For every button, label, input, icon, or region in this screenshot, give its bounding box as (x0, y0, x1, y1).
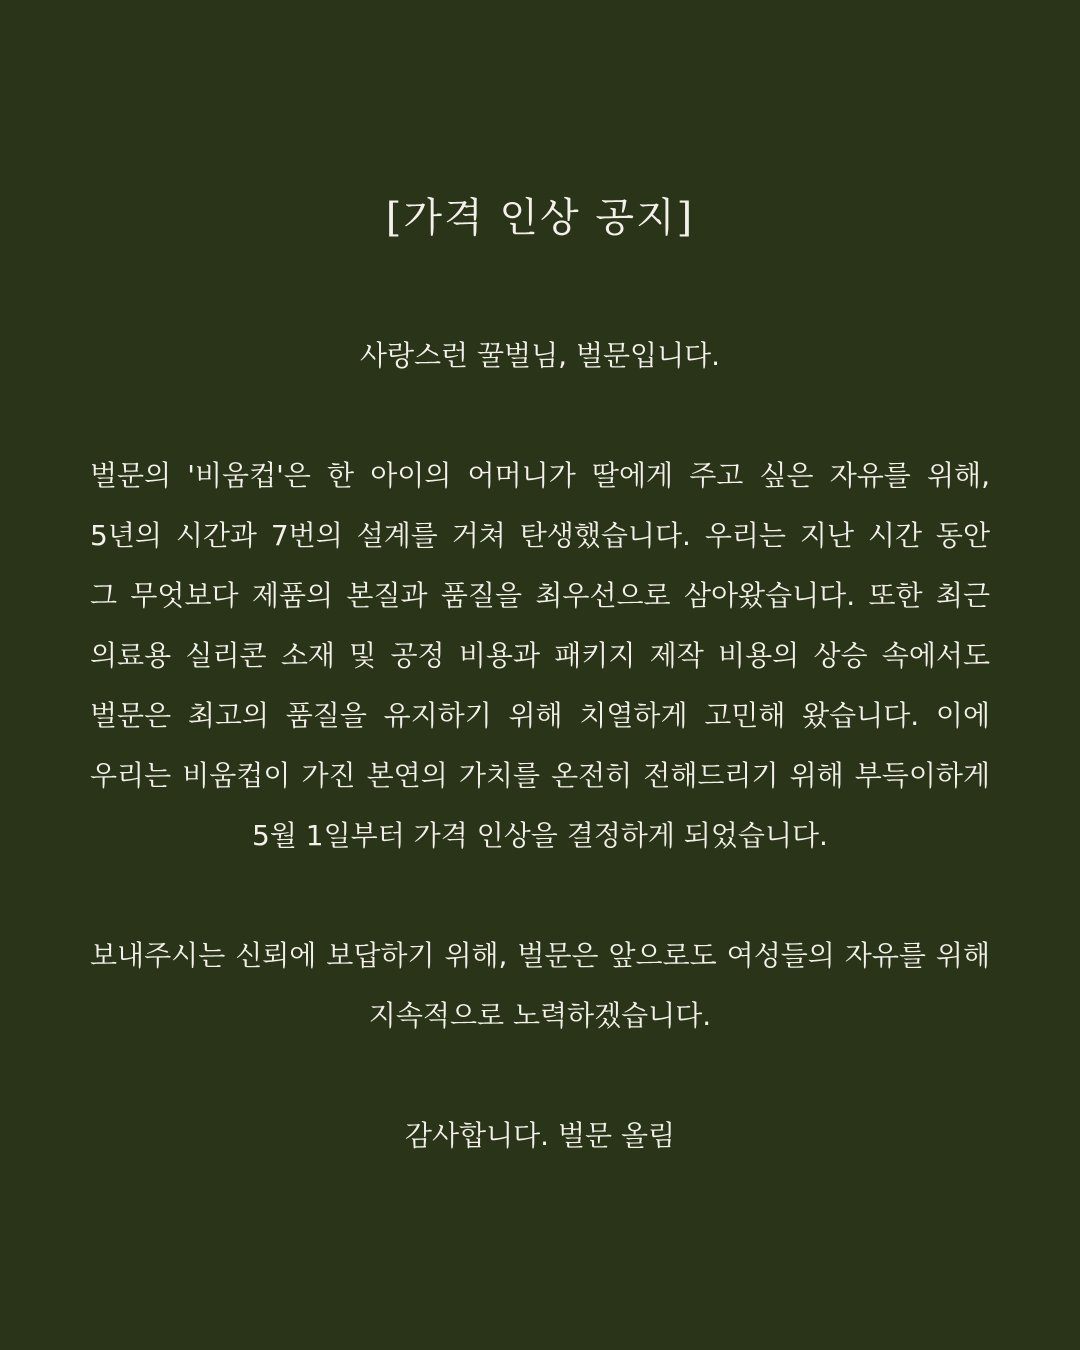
paragraph-line: 벌문은 최고의 품질을 유지하기 위해 치열하게 고민해 왔습니다. 이에 (90, 699, 990, 732)
notice-greeting: 사랑스런 꿀벌님, 벌문입니다. (359, 339, 721, 372)
paragraph-line: 5년의 시간과 7번의 설계를 거쳐 탄생했습니다. 우리는 지난 시간 동안 (90, 519, 990, 552)
paragraph-line: 지속적으로 노력하겠습니다. (368, 999, 712, 1032)
paragraph-line: 5월 1일부터 가격 인상을 결정하게 되었습니다. (252, 819, 828, 852)
paragraph-line: 보내주시는 신뢰에 보답하기 위해, 벌문은 앞으로도 여성들의 자유를 위해 (90, 939, 990, 972)
paragraph-line: 그 무엇보다 제품의 본질과 품질을 최우선으로 삼아왔습니다. 또한 최근 (90, 579, 990, 612)
paragraph-line: 우리는 비움컵이 가진 본연의 가치를 온전히 전해드리기 위해 부득이하게 (90, 759, 990, 792)
paragraph-line: 의료용 실리콘 소재 및 공정 비용과 패키지 제작 비용의 상승 속에서도 (90, 639, 990, 672)
notice-paragraph-2 (90, 926, 990, 1046)
notice-paragraph-1 (90, 446, 990, 866)
notice-title: [가격 인상 공지] (385, 195, 695, 241)
paragraph-line: 벌문의 '비움컵'은 한 아이의 어머니가 딸에게 주고 싶은 자유를 위해, (90, 459, 990, 492)
notice-closing: 감사합니다. 벌문 올림 (404, 1119, 676, 1152)
